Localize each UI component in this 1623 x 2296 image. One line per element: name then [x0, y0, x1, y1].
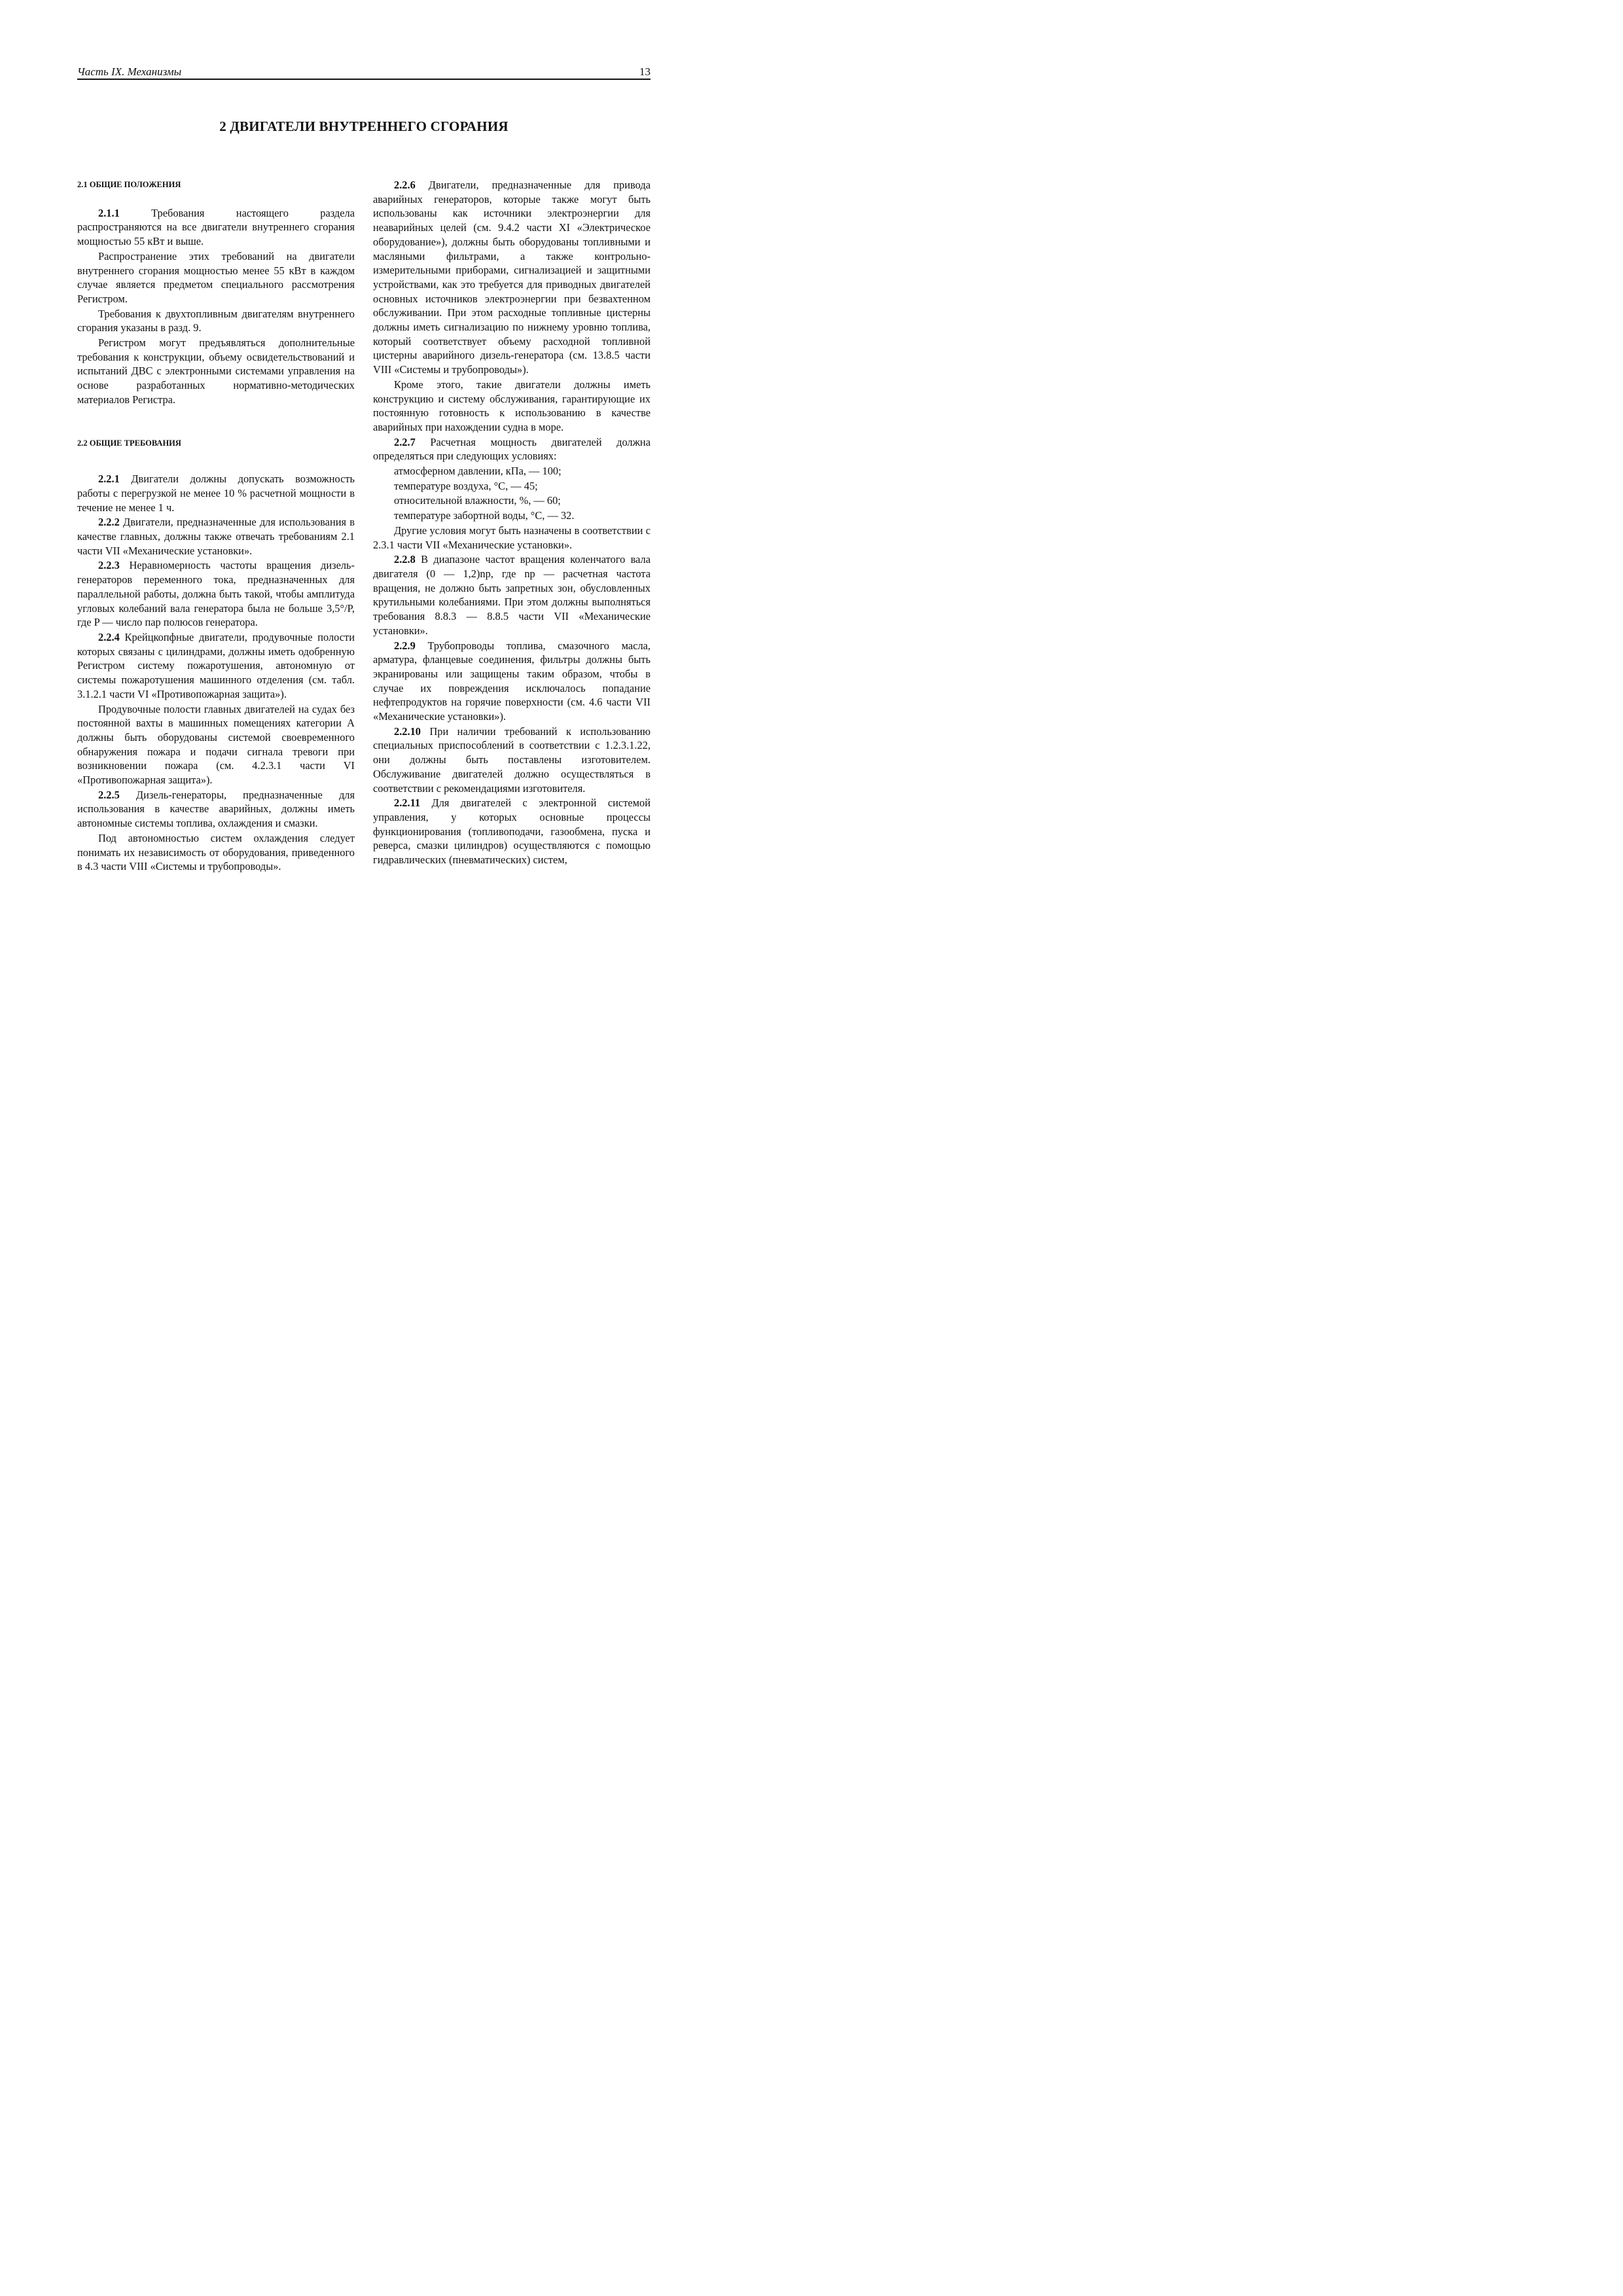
paragraph-2-2-6: 2.2.6 Двигатели, предназначенные для привода аварийных генераторов, которые также могут быть использованы как источники электроэнергии для неаварийных целей (см. 9.4.2 части XI «Электрическое оборудование»), должны быть оборудованы топливными и масляными фильтрами, а также контрольно-измерительными приборами, сигнализацией и защитными устройствами, как это требуется для приводных двигателей основных источников электроэнергии при безвахтенном обслуживании. При этом расходные топливные цистерны должны иметь сигнализацию по нижнему уровню топлива, который соответствует объему расходной топливной цистерны аварийного дизель-генератора (см. 13.8.5 части VIII «Системы и трубопроводы»). [373, 179, 651, 376]
header-part-title: Часть IX. Механизмы [77, 65, 182, 78]
clause-number: 2.2.11 [394, 797, 421, 810]
clause-number: 2.2.7 [394, 435, 416, 448]
clause-number: 2.2.10 [394, 725, 421, 738]
document-page [0, 0, 730, 1033]
paragraph-2-2-9: 2.2.9 Трубопроводы топлива, смазочного масла, арматура, фланцевые соединения, фильтры должны быть экранированы или защищены таким образом, чтобы в случае их повреждения исключалось попадание нефтепродуктов на горячие поверхности (см. 4.6 части VII «Механические установки»). [373, 639, 651, 723]
clause-number: 2.2.4 [98, 630, 120, 643]
clause-number: 2.2.6 [394, 179, 416, 191]
paragraph-2-2-11: 2.2.11 Для двигателей с электронной системой управления, у которых основные процессы функционирования (топливоподачи, газообмена, пуска и реверса, смазки цилиндров) осуществляются с помощью гидравлических (пневматических) систем, [373, 797, 651, 867]
section-heading-2-2: 2.2 ОБЩИЕ ТРЕБОВАНИЯ [77, 438, 181, 448]
left-column [77, 178, 355, 874]
condition-line: относительной влажности, %, — 60; [394, 494, 561, 507]
clause-number: 2.2.8 [394, 553, 416, 566]
paragraph-2-2-7: 2.2.7 Расчетная мощность двигателей должна определяться при следующих условиях: [373, 435, 651, 463]
paragraph-2-2-10: 2.2.10 При наличии требований к использованию специальных приспособлений в соответствии с 1.2.3.1.22, они должны быть поставлены изготовителем. Обслуживание двигателей должно осуществляться в соответствии с рекомендациями изготовителя. [373, 725, 651, 795]
paragraph-2-1-1: 2.1.1 Требования настоящего раздела распространяются на все двигатели внутреннего сгорания мощностью 55 кВт и выше. [77, 206, 355, 248]
paragraph-2-2-2: 2.2.2 Двигатели, предназначенные для использования в качестве главных, должны также отвечать требованиям 2.1 части VII «Механические установки». [77, 516, 355, 557]
paragraph-2-2-4: 2.2.4 Крейцкопфные двигатели, продувочные полости которых связаны с цилиндрами, должны иметь одобренную Регистром систему пожаротушения, автономную от системы пожаротушения машинного отделения (см. табл. 3.1.2.1 части VI «Противопожарная защита»). [77, 630, 355, 700]
clause-number: 2.2.9 [394, 639, 416, 652]
paragraph: Распространение этих требований на двигатели внутреннего сгорания мощностью менее 55 кВт в каждом случае является предметом специального рассмотрения Регистром. [77, 249, 355, 305]
condition-line: атмосферном давлении, кПа, — 100; [394, 465, 562, 478]
paragraph: Продувочные полости главных двигателей на судах без постоянной вахты в машинных помещениях категории А должны быть оборудованы системой своевременного обнаружения пожара и подачи сигнала тревоги при возникновении пожара (см. 4.2.3.1 части VI «Противопожарная защита»). [77, 702, 355, 787]
paragraph-2-2-5: 2.2.5 Дизель-генераторы, предназначенные для использования в качестве аварийных, должны иметь автономные системы топлива, охлаждения и смазки. [77, 788, 355, 830]
paragraph: Регистром могут предъявляться дополнительные требования к конструкции, объему освидетельствований и испытаний ДВС с электронными системами управления на основе разработанных нормативно-методических материалов Регистра. [77, 336, 355, 406]
clause-number: 2.2.2 [98, 516, 120, 529]
clause-number: 2.1.1 [98, 206, 120, 219]
paragraph: Под автономностью систем охлаждения следует понимать их независимость от оборудования, приведенного в 4.3 части VIII «Системы и трубопроводы». [77, 831, 355, 873]
clause-number: 2.2.5 [98, 788, 120, 801]
paragraph: Другие условия могут быть назначены в соответствии с 2.3.1 части VII «Механические установки». [373, 524, 651, 551]
chapter-title: 2 ДВИГАТЕЛИ ВНУТРЕННЕГО СГОРАНИЯ [219, 118, 508, 134]
condition-line: температуре воздуха, °С, — 45; [394, 479, 538, 492]
paragraph-2-2-3: 2.2.3 Неравномерность частоты вращения дизель-генераторов переменного тока, предназначенных для параллельной работы, должна быть такой, чтобы амплитуда угловых колебаний вала генератора была не больше 3,5°/P, где P — число пар полюсов генератора. [77, 559, 355, 629]
paragraph-2-2-1: 2.2.1 Двигатели должны допускать возможность работы с перегрузкой не менее 10 % расчетной мощности в течение не менее 1 ч. [77, 473, 355, 514]
paragraph: Кроме этого, такие двигатели должны иметь конструкцию и систему обслуживания, гарантирующие их постоянную готовность к использованию в качестве аварийных при нахождении судна в море. [373, 378, 651, 433]
page-number: 13 [639, 65, 651, 78]
right-column [373, 178, 651, 867]
paragraph: Требования к двухтопливным двигателям внутреннего сгорания указаны в разд. 9. [77, 307, 355, 334]
section-heading-2-1: 2.1 ОБЩИЕ ПОЛОЖЕНИЯ [77, 180, 181, 189]
clause-number: 2.2.3 [98, 559, 120, 572]
paragraph-2-2-8: 2.2.8 В диапазоне частот вращения коленчатого вала двигателя (0 — 1,2)nр, где nр — расчетная частота вращения, не должно быть запретных зон, обусловленных крутильными колебаниями. При этом должны выполняться требования 8.8.3 — 8.8.5 части VII «Механические установки». [373, 553, 651, 637]
running-header [77, 65, 651, 80]
condition-line: температуре забортной воды, °С, — 32. [394, 509, 575, 522]
clause-number: 2.2.1 [98, 473, 120, 486]
